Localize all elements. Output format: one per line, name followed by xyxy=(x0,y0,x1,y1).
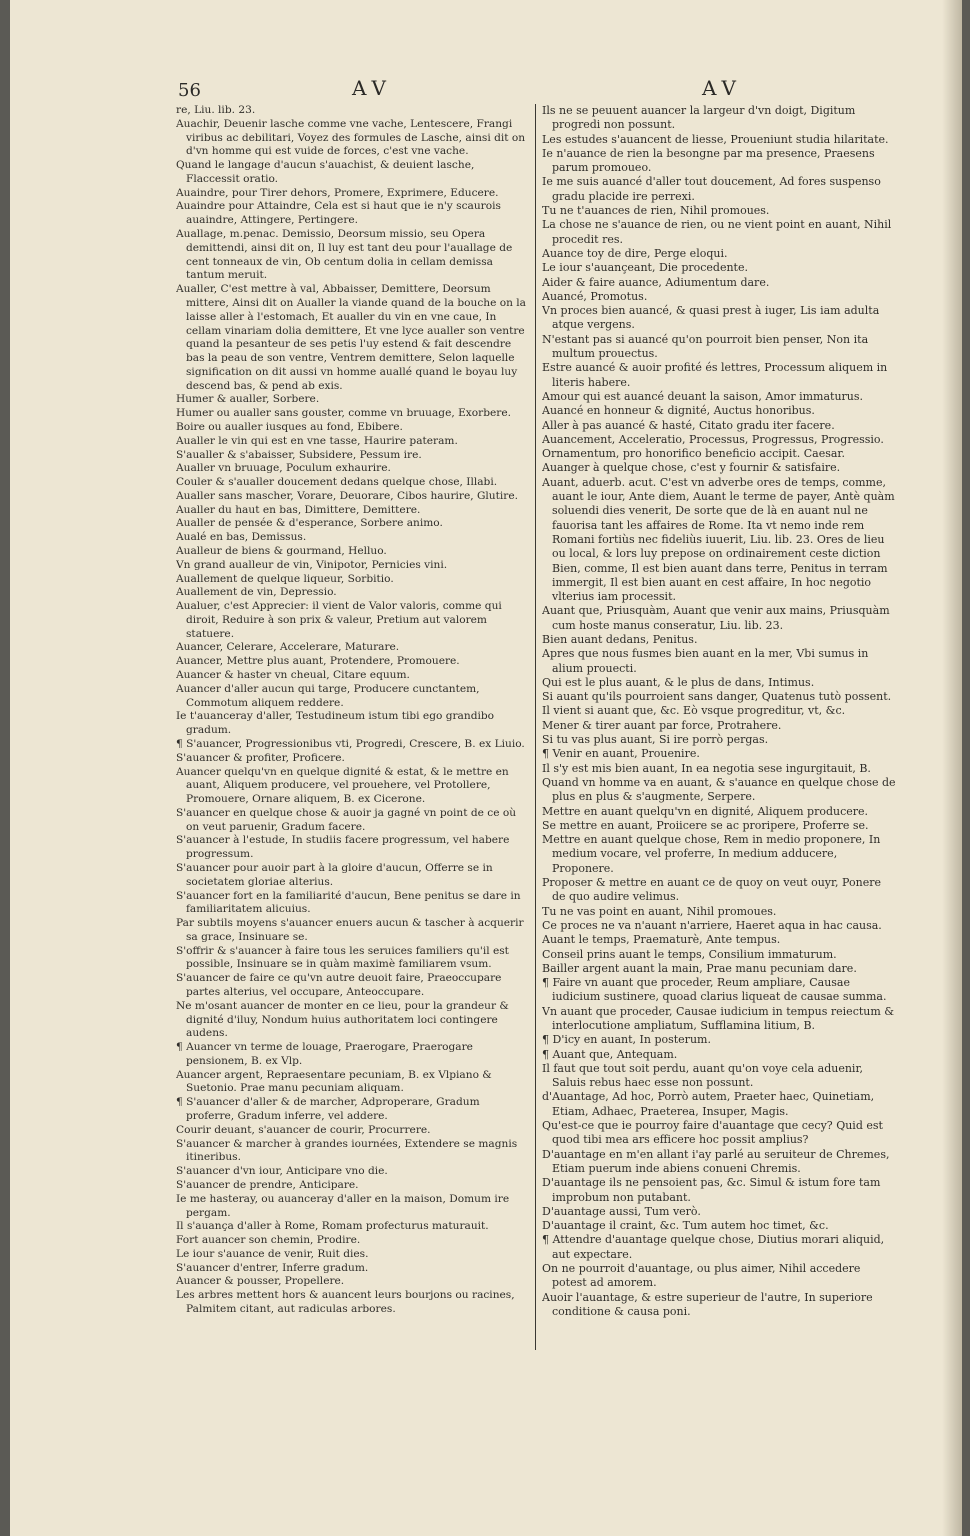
dictionary-entry: Auancé, Promotus. xyxy=(542,289,648,303)
dictionary-entry: Auancer argent, Repraesentare pecuniam, B. ex Vlpiano & Suetonio. Prae manu pecuniam aliquam. xyxy=(176,1068,492,1095)
dictionary-entry: Vn auant que proceder, Causae iudicium in tempus reiectum & interlocutione ampliatum, Sufflamina litium, B. xyxy=(542,1004,895,1032)
dictionary-entry: D'auantage en m'en allant i'ay parlé au seruiteur de Chremes, Etiam puerum inde abiens conueni Chremis. xyxy=(542,1147,890,1175)
dictionary-entry: Boire ou aualler iusques au fond, Ebibere. xyxy=(176,420,403,433)
dictionary-entry: Vn grand aualleur de vin, Vinipotor, Pernicies vini. xyxy=(176,558,448,571)
dictionary-entry: Conseil prins auant le temps, Consilium immaturum. xyxy=(542,947,837,961)
dictionary-entry: Vn proces bien auancé, & quasi prest à iuger, Lis iam adulta atque vergens. xyxy=(542,304,880,332)
dictionary-entry: Qu'est-ce que ie pourroy faire d'auantage que cecy? Quid est quod tibi mea ars efficere hoc possit amplius? xyxy=(542,1119,883,1147)
page-edge-shadow xyxy=(942,0,962,1536)
dictionary-entry: Aualler de pensée & d'esperance, Sorbere animo. xyxy=(176,517,443,530)
dictionary-entry: Tu ne t'auances de rien, Nihil promoues. xyxy=(542,204,770,218)
dictionary-entry: d'Auantage, Ad hoc, Porrò autem, Praeter haec, Quinetiam, Etiam, Adhaec, Praeterea, Insuper, Magis. xyxy=(542,1090,875,1118)
dictionary-entry: Couler & s'aualler doucement dedans quelque chose, Illabi. xyxy=(176,476,498,489)
dictionary-page xyxy=(10,0,962,1536)
dictionary-entry: Si tu vas plus auant, Si ire porrò pergas. xyxy=(542,733,769,747)
dictionary-entry: Auancer, Mettre plus auant, Protendere, Promouere. xyxy=(176,655,460,668)
dictionary-entry: ¶ Auant que, Antequam. xyxy=(542,1047,678,1061)
dictionary-entry: Auant que, Priusquàm, Auant que venir aux mains, Priusquàm cum hoste manus conseratur, Liu. lib. 23. xyxy=(542,604,890,632)
dictionary-entry: Estre auancé & auoir profité és lettres, Processum aliquem in literis habere. xyxy=(542,361,888,389)
dictionary-entry: Mettre en auant quelqu'vn en dignité, Aliquem producere. xyxy=(542,804,869,818)
dictionary-entry: ¶ Attendre d'auantage quelque chose, Diutius morari aliquid, aut expectare. xyxy=(542,1233,885,1261)
dictionary-entry: S'auancer à l'estude, In studiis facere progressum, vel habere progressum. xyxy=(176,834,510,861)
dictionary-entry: Les estudes s'auancent de liesse, Proueniunt studia hilaritate. xyxy=(542,132,889,146)
dictionary-entry: Aller à pas auancé & hasté, Citato gradu iter facere. xyxy=(542,418,835,432)
dictionary-entry: Qui est le plus auant, & le plus de dans, Intimus. xyxy=(542,675,815,689)
dictionary-entry: Quand le langage d'aucun s'auachist, & deuient lasche, Flaccessit oratio. xyxy=(176,159,475,185)
dictionary-entry: Auancer & haster vn cheual, Citare equum. xyxy=(176,669,410,682)
dictionary-entry: Auant, aduerb. acut. C'est vn adverbe ores de temps, comme, auant le iour, Ante diem, Auant le terme de payer, Antè quàm soluendi dies venerit, De sorte que de là en auant nul ne fauorisa tant les affaires de Rome. Ita vt nemo inde rem Romani fortiùs nec fideliùs iuuerit, Liu. lib. 23. Ores de lieu ou local, & lors luy prepose on ordinairement ceste diction Bien, comme, Il est bien auant dans terre, Penitus in terram immergit, Il est bien auant en cest affaire, In hoc negotio vlterius iam processit. xyxy=(542,475,895,604)
dictionary-entry: S'auancer d'vn iour, Anticipare vno die. xyxy=(176,1165,388,1178)
dictionary-entry: Par subtils moyens s'auancer enuers aucun & tascher à acquerir sa grace, Insinuare se. xyxy=(176,917,524,943)
dictionary-entry: Aualé en bas, Demissus. xyxy=(176,531,307,544)
dictionary-entry: Amour qui est auancé deuant la saison, Amor immaturus. xyxy=(542,389,864,403)
dictionary-entry: Auancer, Celerare, Accelerare, Maturare. xyxy=(176,641,400,654)
dictionary-entry: Aualuer, c'est Apprecier: il vient de Valor valoris, comme qui diroit, Reduire à son prix & valeur, Pretium aut valorem statuere. xyxy=(176,600,502,640)
dictionary-entry: Ie me hasteray, ou auanceray d'aller en la maison, Domum ire pergam. xyxy=(176,1192,510,1219)
dictionary-entry: Auallage, m.penac. Demissio, Deorsum missio, seu Opera demittendi, ainsi dit on, Il luy est tant deu pour l'auallage de cent tonneaux de vin, Ob centum dolia in cellam demissa tantum meruit. xyxy=(176,228,513,282)
dictionary-entry: D'auantage il craint, &c. Tum autem hoc timet, &c. xyxy=(542,1219,829,1233)
page-header xyxy=(10,76,962,106)
dictionary-entry: Auallement de quelque liqueur, Sorbitio. xyxy=(176,572,394,585)
dictionary-entry: Fort auancer son chemin, Prodire. xyxy=(176,1234,361,1247)
dictionary-entry: Le iour s'auançeant, Die procedente. xyxy=(542,261,748,275)
dictionary-entry: Proposer & mettre en auant ce de quoy on veut ouyr, Ponere de quo audire velimus. xyxy=(542,876,881,904)
dictionary-entry: re, Liu. lib. 23. xyxy=(176,104,256,116)
dictionary-entry: Ie me suis auancé d'aller tout doucement, Ad fores suspenso gradu placide ire perrexi. xyxy=(542,175,881,203)
dictionary-entry: S'auancer d'entrer, Inferre gradum. xyxy=(176,1261,369,1274)
dictionary-entry: Tu ne vas point en auant, Nihil promoues. xyxy=(542,904,777,918)
dictionary-entry: La chose ne s'auance de rien, ou ne vient point en auant, Nihil procedit res. xyxy=(542,218,892,246)
dictionary-entry: S'auancer de faire ce qu'vn autre deuoit faire, Praeoccupare partes alterius, vel occupare, Anteoccupare. xyxy=(176,972,502,998)
dictionary-entry: Auanger à quelque chose, c'est y fournir & satisfaire. xyxy=(542,461,841,475)
dictionary-entry: ¶ Auancer vn terme de louage, Praerogare, Praerogare pensionem, B. ex Vlp. xyxy=(176,1041,473,1067)
dictionary-entry: S'auancer en quelque chose & auoir ja gagné vn point de ce où on veut paruenir, Gradum facere. xyxy=(176,806,517,833)
column-divider xyxy=(535,104,536,1350)
dictionary-entry: Ce proces ne va n'auant n'arriere, Haeret aqua in hac causa. xyxy=(542,918,882,932)
dictionary-entry: Bailler argent auant la main, Prae manu pecuniam dare. xyxy=(542,961,857,975)
dictionary-entry: Mettre en auant quelque chose, Rem in medio proponere, In medium vocare, vel proferre, In medium adducere, Proponere. xyxy=(542,833,881,875)
dictionary-entry: Aualler, C'est mettre à val, Abbaisser, Demittere, Deorsum mittere, Ainsi dit on Aualler la viande quand de la bouche on la laisse aller à l'estomach, Et aualler du vin en vne caue, In cellam vinariam dolia demittere, Et vne lyce aualler son ventre quand la pesanteur de ses petis l'uy estend & fait descendre bas la peau de son ventre, Ventrem demittere, Selon laquelle signification on dit aussi vn homme auallé quand le boyau luy descend bas, & pend ab exis. xyxy=(176,283,526,392)
dictionary-entry: ¶ Faire vn auant que proceder, Reum ampliare, Causae iudicium sustinere, quoad clarius liqueat de causae summa. xyxy=(542,976,887,1004)
dictionary-entry: S'offrir & s'auancer à faire tous les seruices familiers qu'il est possible, Insinuare se in quàm maximè familiarem vsum. xyxy=(176,944,509,971)
dictionary-entry: Quand vn homme va en auant, & s'auance en quelque chose de plus en plus & s'augmente, Serpere. xyxy=(542,775,896,804)
dictionary-entry: Aualleur de biens & gourmand, Helluo. xyxy=(176,545,387,557)
dictionary-entry: Auaindre pour Attaindre, Cela est si haut que ie n'y scaurois auaindre, Attingere, Pertingere. xyxy=(176,200,501,227)
dictionary-entry: S'auancer & marcher à grandes iournées, Extendere se magnis itineribus. xyxy=(176,1137,518,1164)
running-head-left: AV xyxy=(352,76,392,100)
dictionary-entry: D'auantage aussi, Tum verò. xyxy=(542,1204,701,1218)
dictionary-entry: Humer & aualler, Sorbere. xyxy=(176,393,320,406)
dictionary-entry: S'auancer de prendre, Anticipare. xyxy=(176,1178,359,1191)
dictionary-entry: S'auancer pour auoir part à la gloire d'aucun, Offerre se in societatem gloriae alterius. xyxy=(176,861,493,888)
dictionary-entry: Auant le temps, Praematurè, Ante tempus. xyxy=(542,933,781,947)
dictionary-entry: ¶ S'auancer, Progressionibus vti, Progredi, Crescere, B. ex Liuio. xyxy=(176,737,525,750)
dictionary-entry: S'auancer fort en la familiarité d'aucun, Bene penitus se dare in familiaritatem alicuius. xyxy=(176,889,521,916)
dictionary-entry: ¶ Venir en auant, Prouenire. xyxy=(542,747,700,761)
dictionary-entry: Humer ou aualler sans gouster, comme vn bruuage, Exorbere. xyxy=(176,407,511,420)
dictionary-entry: Apres que nous fusmes bien auant en la mer, Vbi sumus in alium prouecti. xyxy=(542,647,869,675)
running-head-right: AV xyxy=(702,76,742,100)
dictionary-entry: N'estant pas si auancé qu'on pourroit bien penser, Non ita multum prouectus. xyxy=(542,332,869,361)
dictionary-entry: ¶ D'icy en auant, In posterum. xyxy=(542,1033,711,1047)
dictionary-entry: Aualler du haut en bas, Dimittere, Demittere. xyxy=(176,503,421,516)
right-column xyxy=(542,104,898,1319)
dictionary-entry: Aider & faire auance, Adiumentum dare. xyxy=(542,275,770,289)
dictionary-entry: Aualler sans mascher, Vorare, Deuorare, Cibos haurire, Glutire. xyxy=(176,489,518,502)
dictionary-entry: Ornamentum, pro honorifico beneficio accipit. Caesar. xyxy=(542,447,845,461)
dictionary-entry: Auancer d'aller aucun qui targe, Producere cunctantem, Commotum aliquem reddere. xyxy=(176,682,480,709)
dictionary-entry: Auance toy de dire, Perge eloqui. xyxy=(542,246,728,260)
dictionary-entry: Il vient si auant que, &c. Eò vsque progreditur, vt, &c. xyxy=(542,704,846,718)
dictionary-entry: Bien auant dedans, Penitus. xyxy=(542,632,698,646)
dictionary-entry: Le iour s'auance de venir, Ruit dies. xyxy=(176,1247,369,1260)
dictionary-entry: Aualler vn bruuage, Poculum exhaurire. xyxy=(176,462,391,475)
dictionary-entry: Aualler le vin qui est en vne tasse, Haurire pateram. xyxy=(176,434,458,447)
dictionary-entry: Courir deuant, s'auancer de courir, Procurrere. xyxy=(176,1123,431,1136)
dictionary-entry: ¶ S'auancer d'aller & de marcher, Adproperare, Gradum proferre, Gradum inferre, vel addere. xyxy=(176,1096,480,1123)
dictionary-entry: Il s'y est mis bien auant, In ea negotia sese ingurgitauit, B. xyxy=(542,761,871,775)
dictionary-entry: Ne m'osant auancer de monter en ce lieu, pour la grandeur & dignité d'iluy, Nondum huius authoritatem loci contingere audens. xyxy=(176,999,509,1040)
dictionary-entry: Auallement de vin, Depressio. xyxy=(176,586,337,599)
dictionary-entry: Il faut que tout soit perdu, auant qu'on voye cela aduenir, Saluis rebus haec esse non possunt. xyxy=(542,1061,863,1090)
dictionary-entry: On ne pourroit d'auantage, ou plus aimer, Nihil accedere potest ad amorem. xyxy=(542,1262,861,1290)
dictionary-entry: Se mettre en auant, Proiicere se ac proripere, Proferre se. xyxy=(542,818,869,832)
dictionary-entry: Auancé en honneur & dignité, Auctus honoribus. xyxy=(542,404,815,418)
dictionary-entry: Auancer & pousser, Propellere. xyxy=(176,1275,345,1288)
dictionary-entry: Auaindre, pour Tirer dehors, Promere, Exprimere, Educere. xyxy=(176,186,499,199)
dictionary-entry: Ie t'auanceray d'aller, Testudineum istum tibi ego grandibo gradum. xyxy=(176,710,495,737)
dictionary-entry: Ils ne se peuuent auancer la largeur d'vn doigt, Digitum progredi non possunt. xyxy=(542,104,856,132)
dictionary-entry: Ie n'auance de rien la besongne par ma presence, Praesens parum promoueo. xyxy=(542,146,875,175)
dictionary-entry: Il s'auança d'aller à Rome, Romam profecturus maturauit. xyxy=(176,1220,489,1233)
dictionary-entry: Si auant qu'ils pourroient sans danger, Quatenus tutò possent. xyxy=(542,690,892,704)
dictionary-entry: Auoir l'auantage, & estre superieur de l'autre, In superiore conditione & causa poni. xyxy=(542,1290,873,1318)
dictionary-entry: Auancer quelqu'vn en quelque dignité & estat, & le mettre en auant, Aliquem producere, vel prouehere, vel Protollere, Promouere, Ornare aliquem, B. ex Cicerone. xyxy=(176,765,509,806)
dictionary-entry: D'auantage ils ne pensoient pas, &c. Simul & istum fore tam improbum non putabant. xyxy=(542,1176,881,1204)
dictionary-entry: Auancement, Acceleratio, Processus, Progressus, Progressio. xyxy=(542,432,884,446)
dictionary-entry: Les arbres mettent hors & auancent leurs bourjons ou racines, Palmitem citant, aut radiculas arbores. xyxy=(176,1289,515,1315)
dictionary-entry: S'aualler & s'abaisser, Subsidere, Pessum ire. xyxy=(176,448,422,461)
dictionary-entry: Auachir, Deuenir lasche comme vne vache, Lentescere, Frangi viribus ac debilitari, Voyez des formules de Lasche, ainsi dit on d'vn homme qui est vuide de forces, c'est vne vache. xyxy=(176,117,526,158)
dictionary-entry: S'auancer & profiter, Proficere. xyxy=(176,751,345,764)
page-number: 56 xyxy=(178,80,201,101)
dictionary-entry: Mener & tirer auant par force, Protrahere. xyxy=(542,718,782,732)
left-column xyxy=(176,104,528,1317)
